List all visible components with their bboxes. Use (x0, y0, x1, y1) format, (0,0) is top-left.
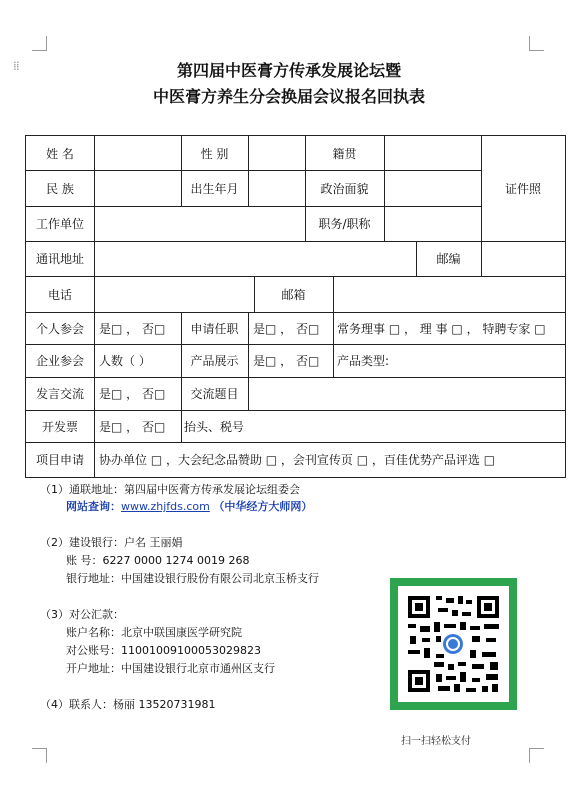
website-link[interactable]: www.zhjfds.com (121, 500, 210, 513)
label-topic: 交流题目 (190, 387, 239, 401)
postcode-field[interactable] (482, 241, 565, 276)
phone-field[interactable] (95, 276, 254, 312)
info-branch: 开户地址：中国建设银行北京市通州区支行 (66, 662, 275, 675)
label-email: 邮箱 (281, 287, 306, 302)
label-position: 职务/职称 (318, 217, 371, 231)
invoice-title-field[interactable] (254, 410, 565, 442)
website-suffix: （中华经方大师网） (213, 500, 313, 513)
info-bank-address: 银行地址：中国建设银行股份有限公司北京玉桥支行 (66, 572, 319, 585)
qr-code-graphic (398, 586, 509, 702)
label-speech: 发言交流 (35, 387, 84, 401)
origin-field[interactable] (385, 136, 481, 170)
product-show-options[interactable]: 是□ ， 否□ (253, 354, 320, 368)
page-corner-mark (32, 36, 47, 51)
page-title-line1: 第四届中医膏方传承发展论坛暨 (176, 61, 401, 80)
label-origin: 籍贯 (332, 146, 357, 161)
label-phone: 电话 (47, 287, 72, 302)
label-gender: 性 别 (200, 146, 229, 161)
info-contact-person: （4）联系人：杨丽 13520731981 (40, 698, 216, 711)
product-type-field[interactable]: 产品类型: (337, 354, 390, 368)
info-corporate: （3）对公汇款： (40, 608, 124, 621)
position-field[interactable] (385, 206, 481, 241)
info-account: 账 号：6227 0000 1274 0019 268 (66, 554, 250, 567)
label-invoice-title: 抬头、税号 (184, 419, 245, 434)
topic-field[interactable] (249, 377, 565, 410)
page-title-line2: 中医膏方养生分会换届会议报名回执表 (152, 87, 425, 106)
label-product-show: 产品展示 (190, 354, 239, 368)
role-options[interactable]: 常务理事 □ ， 理 事 □ ， 特聘专家 □ (337, 321, 546, 336)
project-options[interactable]: 协办单位 □ ，大会纪念品赞助 □ ，会刊宣传页 □ ，百佳优势产品评选 □ (99, 453, 496, 467)
speech-options[interactable]: 是□ ， 否□ (99, 387, 166, 401)
personal-options[interactable]: 是□ ， 否□ (99, 321, 166, 336)
name-field[interactable] (95, 136, 181, 170)
label-company: 企业参会 (35, 354, 84, 368)
info-website (66, 498, 312, 514)
label-postcode: 邮编 (436, 252, 461, 266)
people-count[interactable]: 人数（ ） (99, 354, 151, 368)
label-ethnicity: 民 族 (46, 181, 74, 196)
label-invoice: 开发票 (41, 419, 78, 434)
info-contact-address: （1）通联地址：第四届中医膏方传承发展论坛组委会 (40, 483, 300, 496)
politics-field[interactable] (385, 170, 481, 206)
label-birth: 出生年月 (190, 181, 239, 196)
email-field[interactable] (334, 276, 565, 312)
address-field[interactable] (95, 241, 416, 276)
qr-code-icon[interactable] (390, 578, 517, 710)
invoice-options[interactable]: 是□ ， 否□ (99, 419, 166, 434)
label-employer: 工作单位 (35, 217, 84, 231)
apply-role-options[interactable]: 是□ ， 否□ (253, 321, 320, 336)
gender-field[interactable] (249, 136, 305, 170)
page-corner-mark (32, 748, 47, 763)
info-bank: （2）建设银行：户名 王丽娟 (40, 536, 183, 549)
employer-field[interactable] (95, 206, 305, 241)
label-name: 姓 名 (46, 146, 74, 161)
info-corporate-account: 对公账号：11001009100053029823 (66, 644, 261, 657)
website-label: 网站查询： (66, 500, 121, 513)
registration-form (25, 135, 566, 478)
info-account-name: 账户名称：北京中联国康医学研究院 (66, 626, 242, 639)
ethnicity-field[interactable] (95, 170, 181, 206)
qr-caption: 扫一扫轻松支付 (401, 736, 471, 747)
page-corner-mark (529, 748, 544, 763)
label-apply-role: 申请任职 (190, 321, 239, 336)
label-address: 通讯地址 (35, 252, 84, 266)
drag-handle-icon[interactable]: ⁞⁞ (13, 59, 19, 73)
page-corner-mark (529, 36, 544, 51)
label-personal: 个人参会 (35, 321, 84, 336)
label-project: 项目申请 (35, 453, 84, 467)
photo-box[interactable]: 证件照 (504, 182, 541, 196)
label-politics: 政治面貌 (320, 181, 369, 196)
birth-field[interactable] (249, 170, 305, 206)
